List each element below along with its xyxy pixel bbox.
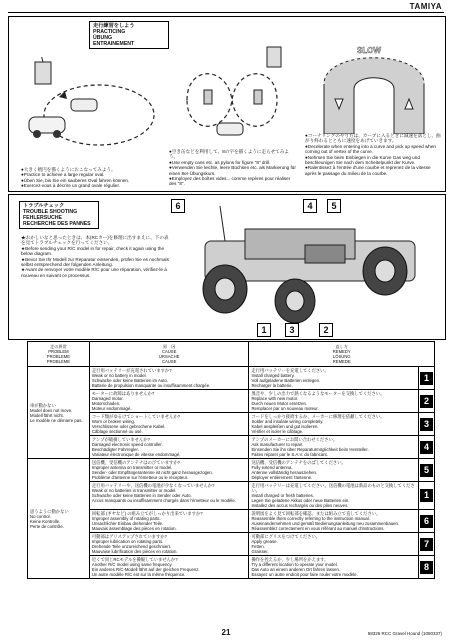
table-row <box>28 510 435 533</box>
cause-line: 近くで同じRCモデルを操縦していませんか? <box>91 557 178 562</box>
remedy-line: 説明図をよく見て回転部を確認、または組み立て直してください。 <box>251 511 381 516</box>
problem-line: Le modèle ne démarre pas. <box>30 417 83 423</box>
remedy-line: Apply grease. <box>251 539 278 544</box>
cause-line: 回転部 (ギヤなど) の組み立てがしっかり出来ていますか? <box>91 511 203 516</box>
callout-2: 2 <box>319 323 333 337</box>
table-row <box>28 390 435 413</box>
header-line: URSACHE <box>158 354 180 359</box>
product-code: 58326 RCC Gravel Hound (1050337) <box>367 631 442 636</box>
title-line: TROUBLE SHOOTING <box>23 209 78 215</box>
remedy-line: Antenne vollständig herausziehen. <box>251 470 318 475</box>
table-body <box>28 367 435 579</box>
reference-number: 2 <box>420 395 433 408</box>
caption-line: ●Üben Sie, bis Sie ein sauberes Oval fahren können. <box>21 177 130 183</box>
reference-number-cell <box>418 510 434 533</box>
title-line: トラブルチェック <box>23 203 65 209</box>
caption-line: ●Ralentissez à l'entrée d'une courbe et reprenez de la vitesse après le passage du milieu de la courbe. <box>305 165 431 176</box>
header-line: REMEDE <box>332 359 351 364</box>
caption-line: ●Practice to achieve a large regular oval. <box>21 172 105 178</box>
remedy-line: Installez des accus rechargés ou des piles neuves. <box>251 503 349 508</box>
figure-eight-caption <box>169 149 297 187</box>
cause-line: Mauvaise lubrification des pièces en rotation. <box>91 549 178 554</box>
cause-line: Câblage sectionné ou usé. <box>91 429 143 434</box>
reference-number-cell <box>418 459 434 482</box>
remedy-line: Legen Sie geladene Akkus oder neue Batterien ein. <box>251 498 350 503</box>
table-row <box>28 482 435 510</box>
cause-cell <box>89 367 249 390</box>
table-row <box>28 436 435 459</box>
callout-5: 5 <box>327 199 341 213</box>
remedy-line: Install charged battery. <box>251 373 295 378</box>
remedy-header <box>249 342 435 367</box>
title-line: FEHLERSUCHE <box>23 215 62 221</box>
remedy-line: Ask manufacturer to repair. <box>251 442 304 447</box>
slow-label: SLOW <box>357 46 381 55</box>
cause-line: Moteur endommagé. <box>91 406 132 411</box>
cause-line: Schwache oder keine Batterien im Auto. <box>91 378 169 383</box>
cause-line: Another R/C model using same frequency. <box>91 562 173 567</box>
cause-line: Ein anderes R/C-Modell fährt auf der gleichen Frequenz. <box>91 567 200 572</box>
intro-line: ★おかしいなと思ったときは、本(RCカー)を修理に出すまえに、下の表を見てトラブルチェックを行ってください。 <box>21 235 169 246</box>
cause-cell <box>89 459 249 482</box>
caption-line: ●Nehmen Sie beim Einbiegen in die Kurve Gas weg und beschleunigen Sie nach dem Scheitelpunkt der Kurve. <box>305 154 420 166</box>
remedy-line: Vérifier et isoler le câblage. <box>251 429 304 434</box>
problem-line: Modell fährt nicht. <box>30 412 64 418</box>
cause-cell <box>89 436 249 459</box>
remedy-line: コードをしっかり接続するか、メーカーに修理を依頼してください。 <box>251 414 385 419</box>
remedy-line: Durch neuen Motor ersetzen. <box>251 401 308 406</box>
header-line: PROBLEME <box>46 354 71 359</box>
title-line: ÜBUNG <box>93 35 113 41</box>
title-line: 走行練習をしよう <box>93 23 135 29</box>
figure-eight-illustration <box>167 45 297 155</box>
problem-line: Perte de contrôle. <box>30 523 64 529</box>
remedy-line: Graisser. <box>251 549 269 554</box>
cause-line: コード類がゆるけてショートしていませんか? <box>91 414 181 419</box>
remedy-cell <box>249 459 419 482</box>
cause-line: Unsachlicher Einbau drehender Teile. <box>91 521 164 526</box>
cause-line: Improper lubrication on rotating parts. <box>91 539 164 544</box>
table-row <box>28 367 435 390</box>
cornering-illustration <box>309 39 439 134</box>
remedy-cell <box>249 367 419 390</box>
table-row <box>28 413 435 436</box>
remedy-line: Faites réparer par le S.A.V. du fabricant. <box>251 452 328 457</box>
callout-3: 3 <box>285 323 299 337</box>
cause-line: Damaged motor. <box>91 396 124 401</box>
remedy-cell <box>249 556 419 579</box>
remedy-line: Voll aufgeladene Batterien einlegen. <box>251 378 321 383</box>
remedy-cell <box>249 533 419 556</box>
caption-line: ●大きく楕円を描くようにおこなってみよう。 <box>21 167 116 172</box>
intro-line: ★Avant de renvoyer votre modèle R/C pour une réparation, vérifiez-le à nouveau en suivant ce processus. <box>21 267 167 278</box>
remedy-line: Install charged or fresh batteries. <box>251 493 315 498</box>
troubleshooting-title <box>19 201 99 229</box>
header-line: 走の異常 <box>50 344 67 349</box>
remedy-line: 異音や、少しの出力で熱くなるようなモーターを交換してください。 <box>251 391 385 396</box>
remedy-line: 可動部にグリスをつけてください。 <box>251 534 321 539</box>
remedy-cell <box>249 390 419 413</box>
reference-number-cell <box>418 482 434 510</box>
reference-number: 3 <box>420 418 433 431</box>
cause-line: Verschlissene oder gebrochene Kabel. <box>91 424 166 429</box>
cause-cell <box>89 390 249 413</box>
cause-line: Worn or broken wiring. <box>91 419 136 424</box>
callout-6: 6 <box>171 199 185 213</box>
caption-line: ●Use empty cans etc. as pylons for figure "8" drill. <box>169 159 271 165</box>
remedy-line: Réassemblez correctement en vous référant au manuel d'instructions. <box>251 526 385 531</box>
intro-line: ★Bevor Sie Ihr Modell zur Reparatur einsenden, prüfen Sie es nochmals selbst entsprechend der folgenden Anleitung. <box>21 256 169 268</box>
reference-number-cell <box>418 436 434 459</box>
cause-line: 送信機、受信機のアンテナはのびていますか? <box>91 460 181 465</box>
remedy-line: Try a different location to operate your model. <box>251 562 338 567</box>
table-header-row <box>28 342 435 367</box>
caption-line: ●Employez des boîtes vides... comme repères pour réaliser des "8". <box>169 176 291 187</box>
header-line: 原 因 <box>162 344 176 349</box>
remedy-line: Solder and insulate wiring completely. <box>251 419 324 424</box>
problem-line: 車が動かない <box>30 402 56 408</box>
cause-line: Problème d'antenne sur l'émetteur ou le récepteur. <box>91 475 189 480</box>
remedy-line: Auseinandernehmen und gemäß Bedienungsanleitung neu zusammenbauen. <box>251 521 400 526</box>
cause-line: Un autre modèle R/C est sur la même fréquence. <box>91 572 186 577</box>
cause-cell <box>89 482 249 510</box>
troubleshooting-intro <box>21 235 171 278</box>
cause-line: Mauvais assemblage des pièces en rotation. <box>91 526 177 531</box>
problem-line: No control. <box>30 513 51 519</box>
remedy-cell <box>249 413 419 436</box>
caption-line: ●空き缶などを利用して、8の字を描くように走らせてみよう。 <box>169 149 289 160</box>
header-line: REMEDY <box>332 349 351 354</box>
caption-line: ●コーナリングのやり方は、カーブに入るときに減速を落とし、曲がり終わるとともに速度をあげていきます。 <box>305 133 441 144</box>
cause-line: Damaged electronic speed controller. <box>91 442 163 447</box>
caption-line: ●Exercez-vous à décrire un grand ovale régulier. <box>21 183 121 189</box>
chassis-illustration <box>185 201 435 335</box>
callout-4: 4 <box>303 199 317 213</box>
reference-number: 1 <box>420 372 433 385</box>
problem-line: Model does not move. <box>30 407 73 413</box>
header-line: CAUSE <box>161 359 177 364</box>
cause-line: Schwache oder keine Batterien in Sender oder Auto. <box>91 493 192 498</box>
reference-number: 5 <box>420 464 433 477</box>
oval-caption <box>21 167 161 189</box>
page-number: 21 <box>221 628 231 637</box>
problem-cell <box>28 367 90 459</box>
reference-number-cell <box>418 390 434 413</box>
table-row <box>28 556 435 579</box>
cause-line: 可動部はグリスアップされていますか? <box>91 534 167 539</box>
remedy-line: 操作を控えるか、少し場所をかえます。 <box>251 557 329 562</box>
troubleshooting-table <box>27 341 435 579</box>
caption-line: ●Decelerate when entering into a curve and pick up speed when coming out of vertex of the curve. <box>305 143 436 155</box>
oval-drill-illustration <box>19 57 159 167</box>
practicing-title <box>89 21 169 49</box>
cause-line: Weak or no batteries in transmitter or model. <box>91 488 177 493</box>
reference-number-cell <box>418 367 434 390</box>
cause-header <box>89 342 249 367</box>
cause-line: 走行用バッテリーや、送信機の電池が少なくなっていませんか? <box>91 483 215 488</box>
cornering-caption <box>305 133 441 176</box>
cause-line: Accus manquants ou insuffisamment chargés dans l'émetteur ou le modèle. <box>91 498 236 503</box>
cause-line: Drehende Teile unzureichend geschmiert. <box>91 544 172 549</box>
problem-line: 思うように動かない <box>30 508 69 514</box>
cause-line: Sender- oder Empfängerantenne ist nicht ganz herausgezogen. <box>91 470 213 475</box>
reference-number: 7 <box>420 538 433 551</box>
intro-line: ★Before sending your R/C model in for repair, check it again using the below diagram. <box>21 245 165 257</box>
cause-cell <box>89 556 249 579</box>
cause-line: アンプが破損していませんか? <box>91 437 150 442</box>
reference-number: 1 <box>420 489 433 502</box>
reference-number: 8 <box>420 561 433 574</box>
remedy-cell <box>249 436 419 459</box>
remedy-line: 送信機、受信機のアンテナをのばしてください。 <box>251 460 346 465</box>
caption-line: ●Verwenden Sie leichte, leere Büchsen etc. als Markierung für einen 8er-Übungskurs. <box>169 165 296 176</box>
reference-number-cell <box>418 413 434 436</box>
cause-line: Improper assembly of rotating parts. <box>91 516 161 521</box>
problem-cell <box>28 459 90 579</box>
remedy-line: 走行用バッテリーを充電してください。 <box>251 368 329 373</box>
cause-line: Beschädigter Fahrregler. <box>91 447 139 452</box>
troubleshooting-panel <box>8 194 446 340</box>
remedy-line: Einsenden Sie ihn über Reparaturmöglichkeit beim Hersteller. <box>251 447 369 452</box>
problem-header <box>28 342 90 367</box>
remedy-line: アンプのメーカーにお問い合わせください。 <box>251 437 338 442</box>
remedy-line: Kabel anspleißen und gut isolieren. <box>251 424 319 429</box>
header-line: 直し方 <box>335 344 348 349</box>
cause-line: Variateur électronique de vitesse endommagé. <box>91 452 181 457</box>
practicing-panel <box>8 16 446 192</box>
cause-line: モーターに故障はありませんか? <box>91 391 155 396</box>
remedy-line: Déployer entièrement l'antenne. <box>251 475 313 480</box>
reference-number-cell <box>418 533 434 556</box>
table-row <box>28 459 435 482</box>
remedy-line: Essayez un autre endroit pour faire rouler votre modèle. <box>251 572 358 577</box>
header-line: CAUSE <box>161 349 177 354</box>
problem-line: Keine Kontrolle. <box>30 518 61 524</box>
remedy-line: Das Auto an einem anderen Ort fahren lassen. <box>251 567 341 572</box>
remedy-line: Fully extend antenna. <box>251 465 293 470</box>
remedy-line: Remplacer par un nouveau moteur. <box>251 406 319 411</box>
reference-number: 6 <box>420 515 433 528</box>
header-line: PROBLEM <box>48 349 69 354</box>
cause-line: Improper antenna on transmitter or model. <box>91 465 173 470</box>
cause-line: 走行用バッテリーが充電されていますか? <box>91 368 172 373</box>
callout-1: 1 <box>257 323 271 337</box>
remedy-line: 走行用バッテリーは充電してください。送信機の電池は新品のものと交換してください。 <box>251 483 415 493</box>
header-line: PROBLEME <box>46 359 71 364</box>
reference-number: 4 <box>420 441 433 454</box>
remedy-line: Recharger la batterie. <box>251 383 293 388</box>
title-line: RECHERCHE DES PANNES <box>23 221 91 227</box>
title-line: ENTRAINEMENT <box>93 41 135 47</box>
brand-logo: TAMIYA <box>409 2 442 11</box>
header-line: LÖSUNG <box>332 354 351 359</box>
table-row <box>28 533 435 556</box>
remedy-cell <box>249 510 419 533</box>
cause-line: Motorschaden. <box>91 401 121 406</box>
cause-cell <box>89 413 249 436</box>
remedy-line: Reassemble them correctly referring to the instruction manual. <box>251 516 370 521</box>
header-rule <box>8 12 444 13</box>
cause-cell <box>89 533 249 556</box>
cause-cell <box>89 510 249 533</box>
remedy-line: Fetten. <box>251 544 265 549</box>
cause-line: Weak or no battery in model. <box>91 373 147 378</box>
reference-number-cell <box>418 556 434 579</box>
remedy-line: Replace with new motor. <box>251 396 299 401</box>
remedy-cell <box>249 482 419 510</box>
cause-line: Batterie de propulsion manquante ou insuffisamment chargée. <box>91 383 211 388</box>
title-line: PRACTICING <box>93 29 126 35</box>
